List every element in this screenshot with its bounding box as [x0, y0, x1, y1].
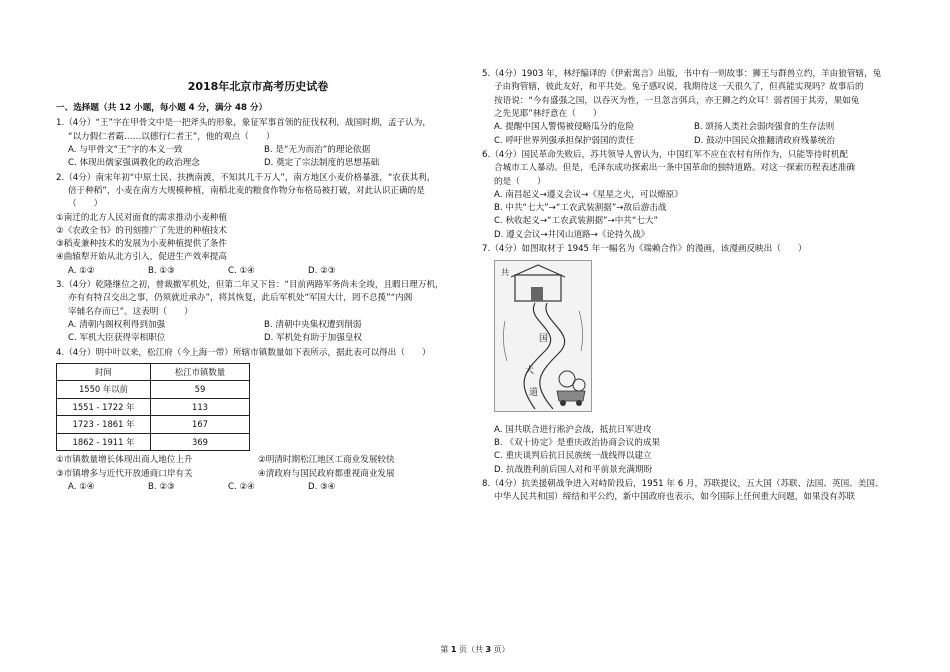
- q1-option-a: A. 与甲骨文“王”字的本义一致: [68, 144, 183, 155]
- table-cell: 1551 - 1722 年: [57, 398, 151, 416]
- q2-stem-line-1: 2.（4分）南宋年初“中原士民、扶携南渡，不知其几千万人”，南方地区小麦价格暴涨，“农获其利，: [56, 172, 436, 183]
- question-1: [56, 117, 460, 170]
- page-title: 2018年北京市高考历史试卷: [187, 80, 329, 93]
- page-footer: [0, 644, 950, 656]
- q4-option-b: B. ②③: [148, 482, 175, 493]
- question-3: [56, 279, 460, 346]
- table-cell: 1862 - 1911 年: [57, 433, 151, 451]
- q1-option-c: C. 体现出儒家强调教化的政治理念: [68, 158, 200, 169]
- question-6: [482, 149, 894, 242]
- q5-stem-line-2: 子由狗管辖，彼此友好，和平共处。兔子感叹说，我期待这一天很久了，但真能实现吗？故事后的: [494, 82, 864, 93]
- q4-stem: 4.（4分）明中叶以来，松江府（今上海一带）所辖市镇数量如下表所示，据此表可以得出（ ）: [56, 347, 431, 358]
- right-column: [482, 68, 894, 506]
- q5-option-a: A. 提醒中国人警惕被侵略瓜分的危险: [494, 122, 635, 133]
- q7-option-a: A. 国共联合进行淞沪会战，抵抗日军进攻: [494, 424, 652, 435]
- q3-option-a: A. 清朝内阁权利得到加强: [68, 320, 166, 330]
- q5-option-d: D. 鼓动中国民众推翻清政府残暴统治: [694, 135, 835, 146]
- q5-stem-line-3: 按语说：“今有盛强之国，以吞灭为性，一旦忽言弭兵，亦王狮之约众耳！弱者国于其旁，果如兔: [494, 95, 860, 106]
- q7-stem: 7.（4分）如图取材于 1945 年一幅名为《瑞赖合作》的漫画，该漫画反映出（ ）: [482, 244, 807, 255]
- q4-statement-4: ④清政府与国民政府都重视商业发展: [258, 468, 395, 479]
- footer-suffix: 页）: [493, 645, 510, 654]
- q1-option-b: B. 是“无为而治”的理论依据: [264, 144, 371, 155]
- q2-statement-3: ③稻麦兼种技术的发展为小麦种植提供了条件: [56, 239, 227, 250]
- q6-stem-line-2: 合城市工人暴动。但是，毛泽东成功探索出一条中国革命的独特道路。对这一探索历程表述准确: [494, 163, 855, 174]
- q2-statement-2: ②《农政全书》的刊刻推广了先进的种植技术: [56, 225, 227, 236]
- footer-prefix: 第: [440, 645, 449, 654]
- q3-option-b: B. 清朝中央集权遭到削弱: [264, 320, 362, 330]
- q4-statement-1: ①市镇数量增长体现出商人地位上升: [56, 455, 193, 466]
- table-header-row: [57, 363, 250, 381]
- cartoon-image: [494, 260, 592, 412]
- table-row: [57, 416, 250, 434]
- q5-option-c: C. 呼吁世界列强承担保护弱国的责任: [494, 135, 635, 146]
- table-cell: 1550 年以前: [57, 381, 151, 399]
- question-2: [56, 172, 460, 279]
- q8-stem-line-2: 中华人民共和国）缔结和平公约，新中国政府也表示，如今国际上任何重大问题，如果没有苏联: [494, 492, 855, 503]
- q3-stem-line-1: 3.（4分）乾隆继位之初，曾裁撤军机处，但第二年又下旨：“目前两路军务尚未全竣，且暇日理万机，: [56, 280, 444, 291]
- q7-option-b: B. 《双十协定》是重庆政治协商会议的成果: [494, 438, 661, 448]
- q2-stem-line-2: 倍于种稻”，小麦在南方大规模种植，南稻北麦的粮食作物分布格局被打破，对此认识正确的是: [68, 185, 425, 196]
- q6-stem-line-1: 6.（4分）国民革命失败后，苏共领导人曾认为，中国红军不应在农村有所作为，只能等待时机配: [482, 149, 849, 160]
- q4-statement-2: ②明清时期松江地区工商业发展较快: [258, 455, 395, 466]
- q4-option-a: A. ①④: [68, 482, 95, 493]
- table-cell: 59: [151, 381, 250, 399]
- q3-stem-line-3: 宰辅名存而已”。这表明（ ）: [68, 306, 193, 317]
- town-count-table: [56, 363, 250, 452]
- q5-option-b: B. 颂扬人类社会弱肉强食的生存法则: [694, 122, 835, 133]
- q7-option-c: C. 重庆谈判后抗日民族统一战线得以建立: [494, 451, 652, 462]
- table-cell: 167: [151, 416, 250, 434]
- q1-stem-line-2: “以力假仁者霸……以德行仁者王”，他的观点（ ）: [68, 131, 275, 142]
- q4-option-d: D. ③④: [308, 482, 336, 493]
- question-7: [482, 243, 894, 477]
- footer-total-pages: 3: [485, 645, 492, 654]
- q2-option-b: B. ①③: [148, 265, 175, 276]
- q2-stem-line-3: （ ）: [68, 199, 103, 210]
- q2-statement-4: ④曲辕犁开始从北方引入，促进生产效率提高: [56, 252, 227, 263]
- table-cell: 113: [151, 398, 250, 416]
- question-4: [56, 347, 460, 495]
- q6-option-b: B. 中共“七大”→“工农武装割据”→敌后游击战: [494, 203, 667, 214]
- q1-stem-line-1: 1.（4分）“王”字在甲骨文中是一把斧头的形象，象征军事首领的征伐权利，战国时期，孟子认为，: [56, 118, 431, 129]
- q4-statement-3: ③市镇增多与近代开放通商口岸有关: [56, 468, 193, 479]
- question-8: [482, 478, 894, 505]
- section-heading: 一、选择题（共 12 小题，每小题 4 分，满分 48 分）: [56, 103, 268, 113]
- q2-option-a: A. ①②: [68, 265, 95, 276]
- q6-option-a: A. 南昌起义→遵义会议→《星星之火，可以燎原》: [494, 189, 683, 200]
- left-column: [56, 102, 460, 495]
- q6-stem-line-3: 的是（ ）: [494, 176, 546, 187]
- q7-option-d: D. 抗战胜利前后国人对和平前景充满期盼: [494, 464, 653, 475]
- q5-stem-line-1: 5.（4分）1903 年，林纾编译的《伊索寓言》出版，书中有一则故事：狮王与群兽立约，羊由狼管辖，兔: [482, 69, 882, 79]
- q3-option-c: C. 军机大臣获得宰相职位: [68, 333, 166, 344]
- footer-page-number: 1: [450, 645, 457, 654]
- footer-middle: 页（共: [459, 645, 483, 654]
- cartoon-label-da: 大: [525, 366, 535, 377]
- cartoon-label-gong: 共: [501, 268, 509, 278]
- q3-option-d: D. 军机处有助于加强皇权: [264, 333, 363, 344]
- q2-option-d: D. ②③: [308, 265, 336, 276]
- q5-stem-line-4: 之先见耶”林纾意在（ ）: [494, 108, 602, 119]
- table-cell: 369: [151, 433, 250, 451]
- question-5: [482, 68, 894, 148]
- q2-statement-1: ①南迁的北方人民对面食的需求推动小麦种植: [56, 212, 227, 223]
- cartoon-label-dao: 道: [529, 388, 539, 399]
- table-row: [57, 433, 250, 451]
- cartoon-label-guo: 国: [539, 334, 549, 345]
- q6-option-c: C. 秋收起义→“工农武装割据”→中共“七大”: [494, 216, 658, 227]
- q6-option-d: D. 遵义会议→井冈山道路→《论持久战》: [494, 229, 650, 240]
- table-row: [57, 381, 250, 399]
- q8-stem-line-1: 8.（4分）抗美援朝战争进入对峙阶段后，1951 年 6 月，苏联提议，五大国（苏联、法国、英国、美国、: [482, 478, 884, 489]
- q3-stem-line-2: 亦有有特召交出之事，仍须就近承办”，将其恢复，此后军机处“军国大计，罔不总揽”“内阁: [68, 293, 413, 304]
- table-header-cell: 时间: [57, 363, 151, 381]
- q2-option-c: C. ①④: [228, 265, 255, 276]
- table-row: [57, 398, 250, 416]
- q4-option-c: C. ②④: [228, 482, 255, 493]
- table-cell: 1723 - 1861 年: [57, 416, 151, 434]
- q1-option-d: D. 奠定了宗法制度的思想基础: [264, 158, 380, 169]
- table-header-cell: 松江市镇数量: [151, 363, 250, 381]
